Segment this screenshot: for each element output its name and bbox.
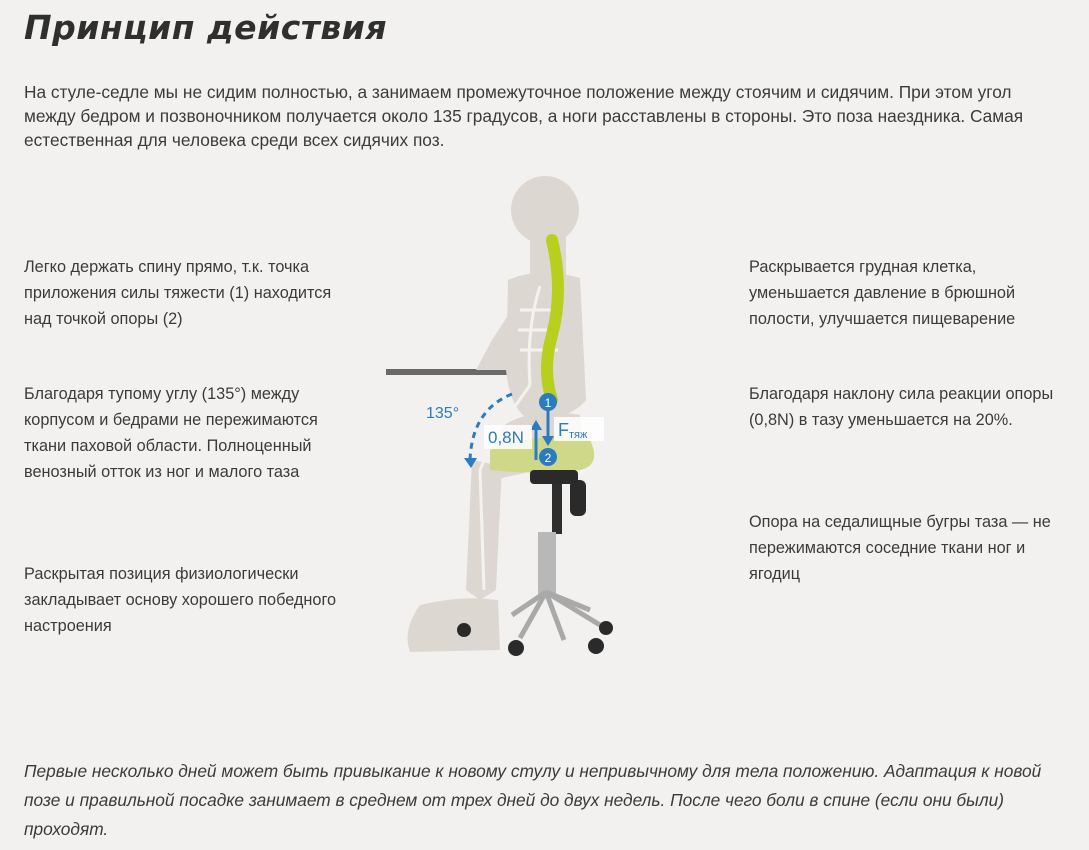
right-note-1: Раскрывается грудная клетка, уменьшается давление в брюшной полости, улучшается пищеварение xyxy=(749,258,1016,328)
gravity-subscript: тяж xyxy=(569,429,588,441)
posture-illustration xyxy=(380,170,710,670)
right-note-2: Благодаря наклону сила реакции опоры (0,8N) в тазу уменьшается на 20%. xyxy=(749,385,1054,429)
point-2-label: 2 xyxy=(544,451,552,465)
adjust-lever xyxy=(570,480,586,516)
left-note-1: Легко держать спину прямо, т.к. точка приложения силы тяжести (1) находится над точкой опоры (2) xyxy=(24,258,332,328)
seat-mechanism xyxy=(530,470,578,484)
intro-text: На стуле-седле мы не сидим полностью, а занимаем промежуточное положение между стоячим и сидячим. При этом угол между бедром и позвоночником получается около 135 градусов, а ноги расставлены в стороны. Это поза наездника. Самая естественная для человека среди всех сидячих поз. xyxy=(24,82,1024,150)
angle-label: 135° xyxy=(426,405,460,422)
gravity-force-label: Fтяж xyxy=(558,420,588,441)
chair-base xyxy=(512,592,600,640)
gas-lift-sleeve xyxy=(552,484,562,534)
left-note-2: Благодаря тупому углу (135°) между корпусом и бедрами не пережимаются ткани паховой области. Полноценный венозный отток из ног и малого таза xyxy=(24,385,318,481)
reaction-force-label: 0,8N xyxy=(488,428,524,447)
left-note-3: Раскрытая позиция физиологически закладывает основу хорошего победного настроения xyxy=(24,565,337,635)
gas-lift-column xyxy=(538,532,556,594)
point-1-label: 1 xyxy=(544,396,552,410)
page-title: Принцип действия xyxy=(24,8,388,47)
footer-note: Первые несколько дней может быть привыкание к новому стулу и непривычному для тела положению. Адаптация к новой позе и правильной посадке занимает в среднем от трех дней до двух недель. После чего боли в спине (если они были) проходят. xyxy=(24,761,1042,839)
right-note-3: Опора на седалищные бугры таза — не пережимаются соседние ткани ног и ягодиц xyxy=(749,513,1051,583)
